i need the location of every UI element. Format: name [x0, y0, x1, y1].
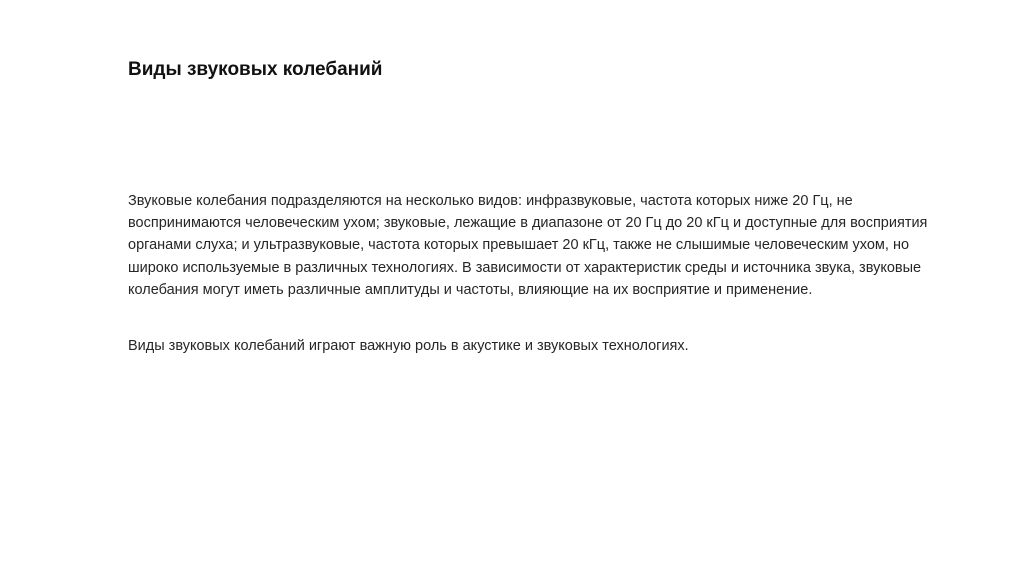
body-paragraph-2: Виды звуковых колебаний играют важную роль в акустике и звуковых технологиях.: [128, 338, 689, 355]
slide-title: Виды звуковых колебаний: [128, 59, 383, 80]
slide-body: [128, 190, 963, 357]
body-paragraph-1: Звуковые колебания подразделяются на несколько видов: инфразвуковые, частота которых ниже 20 Гц, не воспринимаются человеческим ухом; звуковые, лежащие в диапазоне от 20 Гц до 20 кГц и доступные для восприятия органами слуха; и ультразвуковые, частота которых превышает 20 кГц, также не слышимые человеческим ухом, но широко используемые в различных технологиях. В зависимости от характеристик среды и источника звука, звуковые колебания могут иметь различные амплитуды и частоты, влияющие на их восприятие и применение.: [128, 193, 928, 298]
